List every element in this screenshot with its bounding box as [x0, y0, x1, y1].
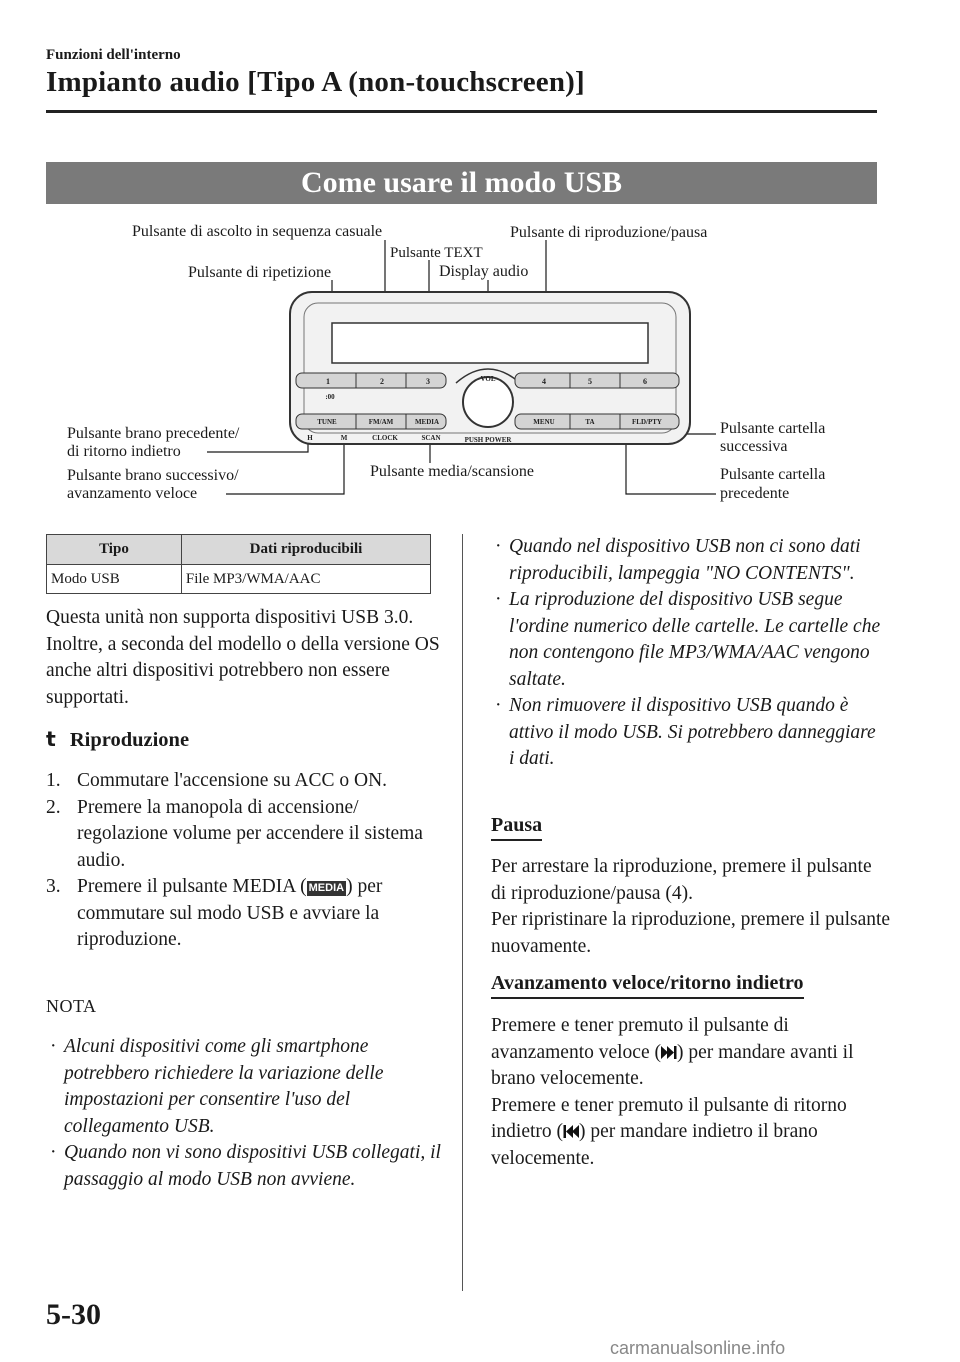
- list-item: · Non rimuovere il dispositivo USB quando è attivo il modo USB. Si potrebbero danneggiare i dati.: [495, 695, 876, 769]
- step-text: Premere la manopola di accensione/ regolazione volume per accendere il sistema audio.: [77, 796, 423, 871]
- table-header-data: Dati riproducibili: [181, 535, 430, 565]
- callout-prev-track-2: di ritorno indietro: [67, 443, 181, 460]
- ff-text-a: Premere e tener premuto il pulsante di avanzamento veloce (: [491, 1015, 789, 1063]
- list-item: [46, 795, 446, 875]
- list-item: · La riproduzione del dispositivo USB segue l'ordine numerico delle cartelle. Le cartelle che non contengono file MP3/WMA/AAC vengono saltate.: [495, 589, 881, 690]
- step-number: 3.: [46, 876, 61, 897]
- media-button-icon: MEDIA: [308, 882, 345, 894]
- list-item: · Quando non vi sono dispositivi USB collegati, il passaggio al modo USB non avviene.: [50, 1142, 441, 1190]
- table-cell: File MP3/WMA/AAC: [181, 565, 430, 594]
- tune-label: TUNE: [317, 418, 337, 426]
- callout-folder-prev-2: precedente: [720, 485, 790, 502]
- callout-shuffle: Pulsante di ascolto in sequenza casuale: [132, 223, 383, 240]
- callout-folder-next-2: successiva: [720, 438, 788, 455]
- note-text: Non rimuovere il dispositivo USB quando è attivo il modo USB. Si potrebbero danneggiare i dati.: [509, 695, 876, 769]
- menu-label: MENU: [533, 418, 555, 426]
- table-header-type: Tipo: [47, 535, 182, 565]
- callout-next-track-1: Pulsante brano successivo/: [67, 467, 239, 484]
- callout-prev-track-1: Pulsante brano precedente/: [67, 425, 240, 442]
- m-label: M: [340, 434, 348, 442]
- preset-1: 1: [326, 377, 330, 386]
- preset-2: 2: [380, 377, 384, 386]
- callout-repeat: Pulsante di ripetizione: [188, 264, 332, 281]
- callout-folder-prev-1: Pulsante cartella: [720, 466, 826, 483]
- pause-paragraph: [491, 854, 891, 960]
- clock-sub-label: :00: [325, 393, 335, 401]
- note-text: La riproduzione del dispositivo USB segue l'ordine numerico delle cartelle. Le cartelle che non contengono file MP3/WMA/AAC vengono saltate.: [509, 589, 881, 690]
- note-text: Quando non vi sono dispositivi USB collegati, il passaggio al modo USB non avviene.: [64, 1142, 441, 1190]
- step-text-a: Premere il pulsante MEDIA (: [77, 876, 307, 897]
- clock-label: CLOCK: [372, 434, 398, 442]
- left-notes: [46, 1034, 441, 1193]
- heading-text: Riproduzione: [69, 729, 190, 751]
- note-heading: NOTA: [46, 996, 97, 1016]
- watermark: carmanualsonline.info: [610, 1338, 786, 1358]
- callout-play-pause: Pulsante di riproduzione/pausa: [510, 224, 708, 241]
- table-cell: Modo USB: [47, 565, 182, 594]
- note-text: Alcuni dispositivi come gli smartphone potrebbero richiedere la variazione delle impostazioni per consentire l'uso del collegamento USB.: [64, 1036, 384, 1137]
- title-rule: [46, 110, 877, 113]
- section-banner: Come usare il modo USB: [46, 162, 877, 204]
- rew-text-a: Premere e tener premuto il pulsante di ritorno indietro (: [491, 1094, 847, 1142]
- push-power-label: PUSH POWER: [464, 436, 512, 444]
- rewind-icon: [563, 1125, 579, 1138]
- fld-pty-label: FLD/PTY: [632, 418, 662, 426]
- list-item: [46, 768, 446, 795]
- ff-heading-wrap: [491, 972, 804, 999]
- section-label: Funzioni dell'interno: [46, 47, 181, 63]
- ff-text-b: ) per mandare avanti il brano velocemente.: [491, 1041, 854, 1089]
- audio-unit: [290, 292, 690, 444]
- h-label: H: [307, 434, 313, 442]
- preset-4: 4: [542, 377, 546, 386]
- list-item: · Alcuni dispositivi come gli smartphone potrebbero richiedere la variazione delle impostazioni per consentire l'uso del collegamento USB.: [50, 1036, 384, 1137]
- preset-6: 6: [643, 377, 647, 386]
- preset-3: 3: [426, 377, 430, 386]
- callout-display: Display audio: [439, 263, 529, 280]
- pause-heading: Pausa: [491, 814, 542, 841]
- step-number: 2.: [46, 796, 61, 818]
- media-label: MEDIA: [414, 418, 440, 426]
- rew-text-b: ) per mandare indietro il brano velocemente.: [491, 1121, 818, 1169]
- pause-heading-wrap: [491, 814, 542, 841]
- ff-paragraph: [491, 1013, 891, 1172]
- fast-forward-icon: [661, 1046, 677, 1059]
- audio-unit-diagram: [60, 215, 860, 515]
- right-notes: [491, 534, 884, 773]
- playable-data-table: [46, 534, 431, 594]
- vol-label: VOL: [480, 375, 496, 383]
- pause-text-1: Per arrestare la riproduzione, premere il pulsante di riproduzione/pausa (4).: [491, 856, 872, 904]
- page-number: 5-30: [46, 1298, 101, 1331]
- ff-heading: Avanzamento veloce/ritorno indietro: [491, 972, 804, 999]
- preset-5: 5: [588, 377, 592, 386]
- scan-label: SCAN: [421, 434, 441, 442]
- heading-riproduzione: [46, 727, 189, 752]
- page-title: Impianto audio [Tipo A (non-touchscreen)]: [46, 66, 585, 98]
- table-row: [47, 565, 431, 594]
- column-divider: [462, 534, 463, 1291]
- pause-text-2: Per ripristinare la riproduzione, premere il pulsante nuovamente.: [491, 909, 891, 957]
- steps-list: [46, 768, 446, 954]
- callout-folder-next-1: Pulsante cartella: [720, 420, 826, 437]
- step-text: Commutare l'accensione su ACC o ON.: [77, 770, 388, 791]
- callout-text-button: Pulsante TEXT: [390, 245, 483, 261]
- note-text: Quando nel dispositivo USB non ci sono dati riproducibili, lampeggia "NO CONTENTS".: [509, 536, 861, 584]
- list-item: · Quando nel dispositivo USB non ci sono dati riproducibili, lampeggia "NO CONTENTS".: [495, 536, 861, 584]
- step-number: 1.: [46, 770, 61, 791]
- step-text-b: ) per commutare sul modo USB e avviare la riproduzione.: [77, 876, 383, 950]
- fm-am-label: FM/AM: [368, 418, 394, 426]
- heading-marker: t: [46, 727, 56, 751]
- callout-media-scan: Pulsante media/scansione: [370, 463, 534, 480]
- callout-next-track-2: avanzamento veloce: [67, 485, 198, 502]
- ta-label: TA: [585, 418, 595, 426]
- list-item: [46, 874, 446, 954]
- intro-paragraph: Questa unità non supporta dispositivi USB 3.0. Inoltre, a seconda del modello o della versione OS anche altri dispositivi potrebbero non essere supportati.: [46, 607, 440, 708]
